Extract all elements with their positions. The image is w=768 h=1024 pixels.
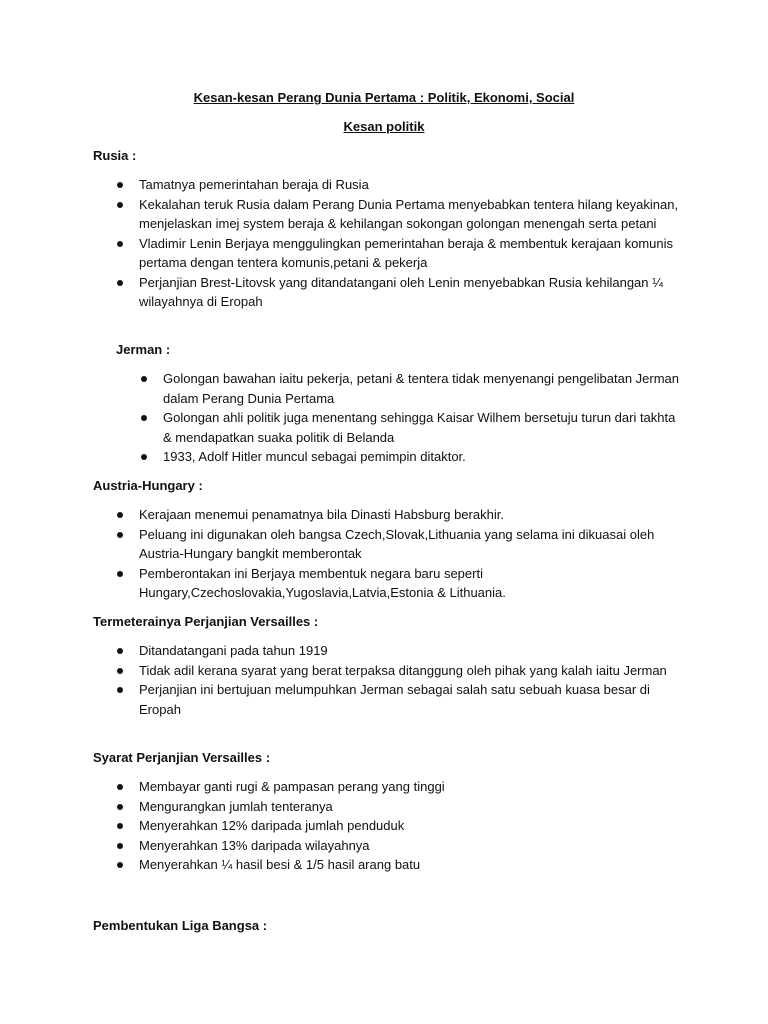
list-item-text: Menyerahkan 13% daripada wilayahnya bbox=[139, 837, 370, 853]
list-item bbox=[139, 797, 679, 817]
list-item bbox=[139, 505, 679, 525]
bullet-icon bbox=[117, 668, 123, 674]
list-item bbox=[163, 408, 683, 447]
bullet-icon bbox=[117, 687, 123, 693]
main-title: Kesan-kesan Perang Dunia Pertama : Politik, Ekonomi, Social bbox=[193, 90, 575, 105]
section-heading-austria-hungary: Austria-Hungary : bbox=[93, 478, 203, 493]
list-item-text: Menyerahkan ¼ hasil besi & 1/5 hasil arang batu bbox=[139, 857, 421, 872]
bullet-icon bbox=[117, 862, 123, 868]
section-heading-versailles: Termeterainya Perjanjian Versailles : bbox=[93, 614, 319, 629]
list-item bbox=[139, 661, 679, 681]
list-item bbox=[139, 855, 679, 875]
bullet-icon bbox=[141, 376, 147, 382]
bullet-icon bbox=[117, 182, 123, 188]
bullet-icon bbox=[117, 202, 123, 208]
bullet-list-rusia bbox=[139, 175, 699, 312]
list-item-text: Perjanjian ini bertujuan melumpuhkan Jerman sebagai salah satu sebuah kuasa besar di Eropah bbox=[139, 682, 650, 717]
list-item bbox=[139, 641, 679, 661]
section-heading-syarat-versailles: Syarat Perjanjian Versailles : bbox=[93, 750, 271, 765]
bullet-icon bbox=[141, 454, 147, 460]
list-item-text: Golongan ahli politik juga menentang sehingga Kaisar Wilhem bersetuju turun dari takhta & mendapatkan suaka politik di Belanda bbox=[163, 410, 676, 445]
list-item bbox=[163, 447, 683, 467]
bullet-icon bbox=[117, 532, 123, 538]
list-item-text: Tamatnya pemerintahan beraja di Rusia bbox=[139, 177, 369, 192]
bullet-list-syarat-versailles bbox=[139, 777, 679, 875]
list-item-text: Ditandatangani pada tahun 1919 bbox=[139, 643, 328, 658]
list-item bbox=[139, 525, 679, 564]
list-item bbox=[139, 680, 679, 719]
list-item-text: Kerajaan menemui penamatnya bila Dinasti Habsburg berakhir. bbox=[139, 507, 504, 522]
bullet-icon bbox=[141, 415, 147, 421]
list-item-text: Menyerahkan 12% daripada jumlah penduduk bbox=[139, 818, 405, 833]
section-heading-liga-bangsa: Pembentukan Liga Bangsa : bbox=[93, 918, 268, 933]
bullet-icon bbox=[117, 241, 123, 247]
bullet-icon bbox=[117, 280, 123, 286]
bullet-icon bbox=[117, 843, 123, 849]
list-item-text: Pemberontakan ini Berjaya membentuk negara baru seperti Hungary,Czechoslovakia,Yugoslavia,Latvia,Estonia & Lithuania. bbox=[139, 565, 506, 600]
sub-title: Kesan politik bbox=[343, 119, 425, 134]
list-item-text: Kekalahan teruk Rusia dalam Perang Dunia Pertama menyebabkan tentera hilang keyakinan, menjelaskan imej system beraja & kehilangan sokongan golongan menengah serta petani bbox=[139, 196, 679, 231]
list-item bbox=[139, 273, 699, 312]
section-heading-rusia: Rusia : bbox=[93, 148, 137, 163]
list-item-text: Mengurangkan jumlah tenteranya bbox=[139, 798, 333, 814]
bullet-icon bbox=[117, 804, 123, 810]
bullet-icon bbox=[117, 823, 123, 829]
list-item bbox=[139, 836, 679, 856]
list-item-text: Vladimir Lenin Berjaya menggulingkan pemerintahan beraja & membentuk kerajaan komunis pertama dengan tentera komunis,petani & pekerja bbox=[139, 235, 674, 270]
bullet-list-versailles bbox=[139, 641, 679, 719]
list-item-text: Perjanjian Brest-Litovsk yang ditandatangani oleh Lenin menyebabkan Rusia kehilangan ¼ wilayahnya di Eropah bbox=[139, 274, 663, 309]
list-item bbox=[139, 564, 679, 603]
bullet-icon bbox=[117, 571, 123, 577]
list-item bbox=[139, 175, 699, 195]
list-item bbox=[139, 195, 699, 234]
bullet-list-austria-hungary bbox=[139, 505, 679, 603]
list-item-text: Peluang ini digunakan oleh bangsa Czech,Slovak,Lithuania yang selama ini dikuasai oleh Austria-Hungary bangkit memberontak bbox=[139, 526, 655, 561]
bullet-list-jerman bbox=[163, 369, 683, 467]
list-item-text: Membayar ganti rugi & pampasan perang yang tinggi bbox=[139, 779, 445, 794]
list-item bbox=[139, 234, 699, 273]
list-item bbox=[163, 369, 683, 408]
list-item bbox=[139, 816, 679, 836]
bullet-icon bbox=[117, 648, 123, 654]
list-item bbox=[139, 777, 679, 797]
section-heading-jerman: Jerman : bbox=[116, 342, 171, 357]
list-item-text: 1933, Adolf Hitler muncul sebagai pemimpin ditaktor. bbox=[163, 449, 466, 464]
list-item-text: Golongan bawahan iaitu pekerja, petani & tentera tidak menyenangi pengelibatan Jerman dalam Perang Dunia Pertama bbox=[163, 371, 680, 406]
bullet-icon bbox=[117, 784, 123, 790]
bullet-icon bbox=[117, 512, 123, 518]
list-item-text: Tidak adil kerana syarat yang berat terpaksa ditanggung oleh pihak yang kalah iaitu Jerman bbox=[139, 662, 667, 678]
